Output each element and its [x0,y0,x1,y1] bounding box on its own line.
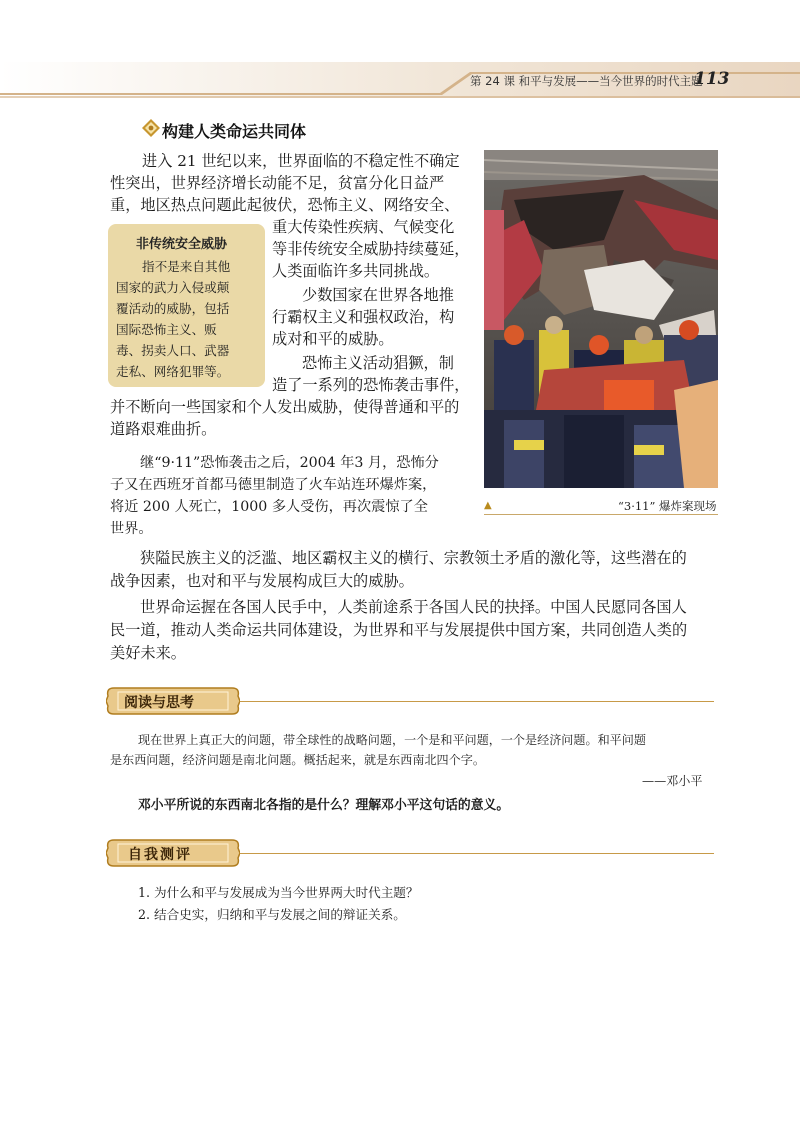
self-test-item: 2. 结合史实，归纳和平与发展之间的辩证关系。 [138,907,406,922]
body-line: 并不断向一些国家和个人发出威胁，使得普通和平的 [110,398,460,416]
sidebar-line: 走私、网络犯罪等。 [116,364,230,379]
body-line: 行霸权主义和强权政治，构 [272,308,455,326]
sidebar-line: 覆活动的威胁，包括 [116,301,230,316]
body-line: 重大传染性疾病、气候变化 [272,218,455,236]
body-line: 民一道，推动人类命运共同体建设，为世界和平与发展提供中国方案，共同创造人类的 [110,621,688,639]
quote-line: 现在世界上真正大的问题，带全球性的战略问题，一个是和平问题，一个是经济问题。和平问题 [138,733,646,747]
body-line: 道路艰难曲折。 [110,420,217,438]
self-test-badge-label: 自我测评 [128,847,192,863]
body-line: 战争因素，也对和平与发展构成巨大的威胁。 [110,572,414,590]
caption-rule [484,514,718,515]
body-line: 少数国家在世界各地推 [302,286,454,304]
sidebar-line: 国际恐怖主义、贩 [116,322,217,337]
self-test-item: 1. 为什么和平与发展成为当今世界两大时代主题？ [138,885,419,900]
body-line: 造了一系列的恐怖袭击事件， [272,376,470,394]
page-number: 113 [694,69,730,89]
lesson-title: 第 24 课 和平与发展——当今世界的时代主题 [470,74,703,88]
sidebar-line: 毒、拐卖人口、武器 [116,343,230,358]
body-line: 世界命运握在各国人民手中，人类前途系于各国人民的抉择。中国人民愿同各国人 [140,598,687,616]
body-line: 人类面临许多共同挑战。 [272,262,440,280]
body-line: 成对和平的威胁。 [272,330,394,348]
reading-rule [240,701,714,702]
diamond-ornament-icon [142,119,160,137]
body-line: 狭隘民族主义的泛滥、地区霸权主义的横行、宗教领土矛盾的激化等，这些潜在的 [140,549,687,567]
body-line: 等非传统安全威胁持续蔓延， [272,240,470,258]
body-line: 恐怖主义活动猖獗，制 [302,354,454,372]
body-line: 子又在西班牙首都马德里制造了火车站连环爆炸案， [110,477,437,493]
body-line: 性突出，世界经济增长动能不足，贫富分化日益严 [110,174,445,192]
bombing-scene-photo [484,150,718,488]
quote-attribution: ——邓小平 [642,774,703,788]
sidebar-title: 非传统安全威胁 [136,237,228,252]
sidebar-line: 指不是来自其他 [142,259,231,274]
body-line: 继“9·11”恐怖袭击之后，2004 年3 月，恐怖分 [140,455,439,471]
caption-triangle-icon: ▲ [484,500,492,511]
sidebar-line: 国家的武力入侵或颠 [116,280,230,295]
reading-question: 邓小平所说的东西南北各指的是什么？理解邓小平这句话的意义。 [138,798,510,813]
photo-caption: “3·11” 爆炸案现场 [618,499,717,513]
section-title: 构建人类命运共同体 [162,122,307,141]
quote-line: 是东西问题，经济问题是南北问题。概括起来，就是东西南北四个字。 [110,753,485,767]
body-line: 美好未来。 [110,644,186,662]
body-line: 进入 21 世纪以来，世界面临的不稳定性不确定 [142,152,460,170]
self-test-rule [240,853,714,854]
reading-badge-label: 阅读与思考 [124,695,194,711]
body-line: 世界。 [110,521,153,537]
body-line: 将近 200 人死亡，1000 多人受伤，再次震惊了全 [110,499,428,515]
body-line: 重，地区热点问题此起彼伏，恐怖主义、网络安全、 [110,196,460,214]
